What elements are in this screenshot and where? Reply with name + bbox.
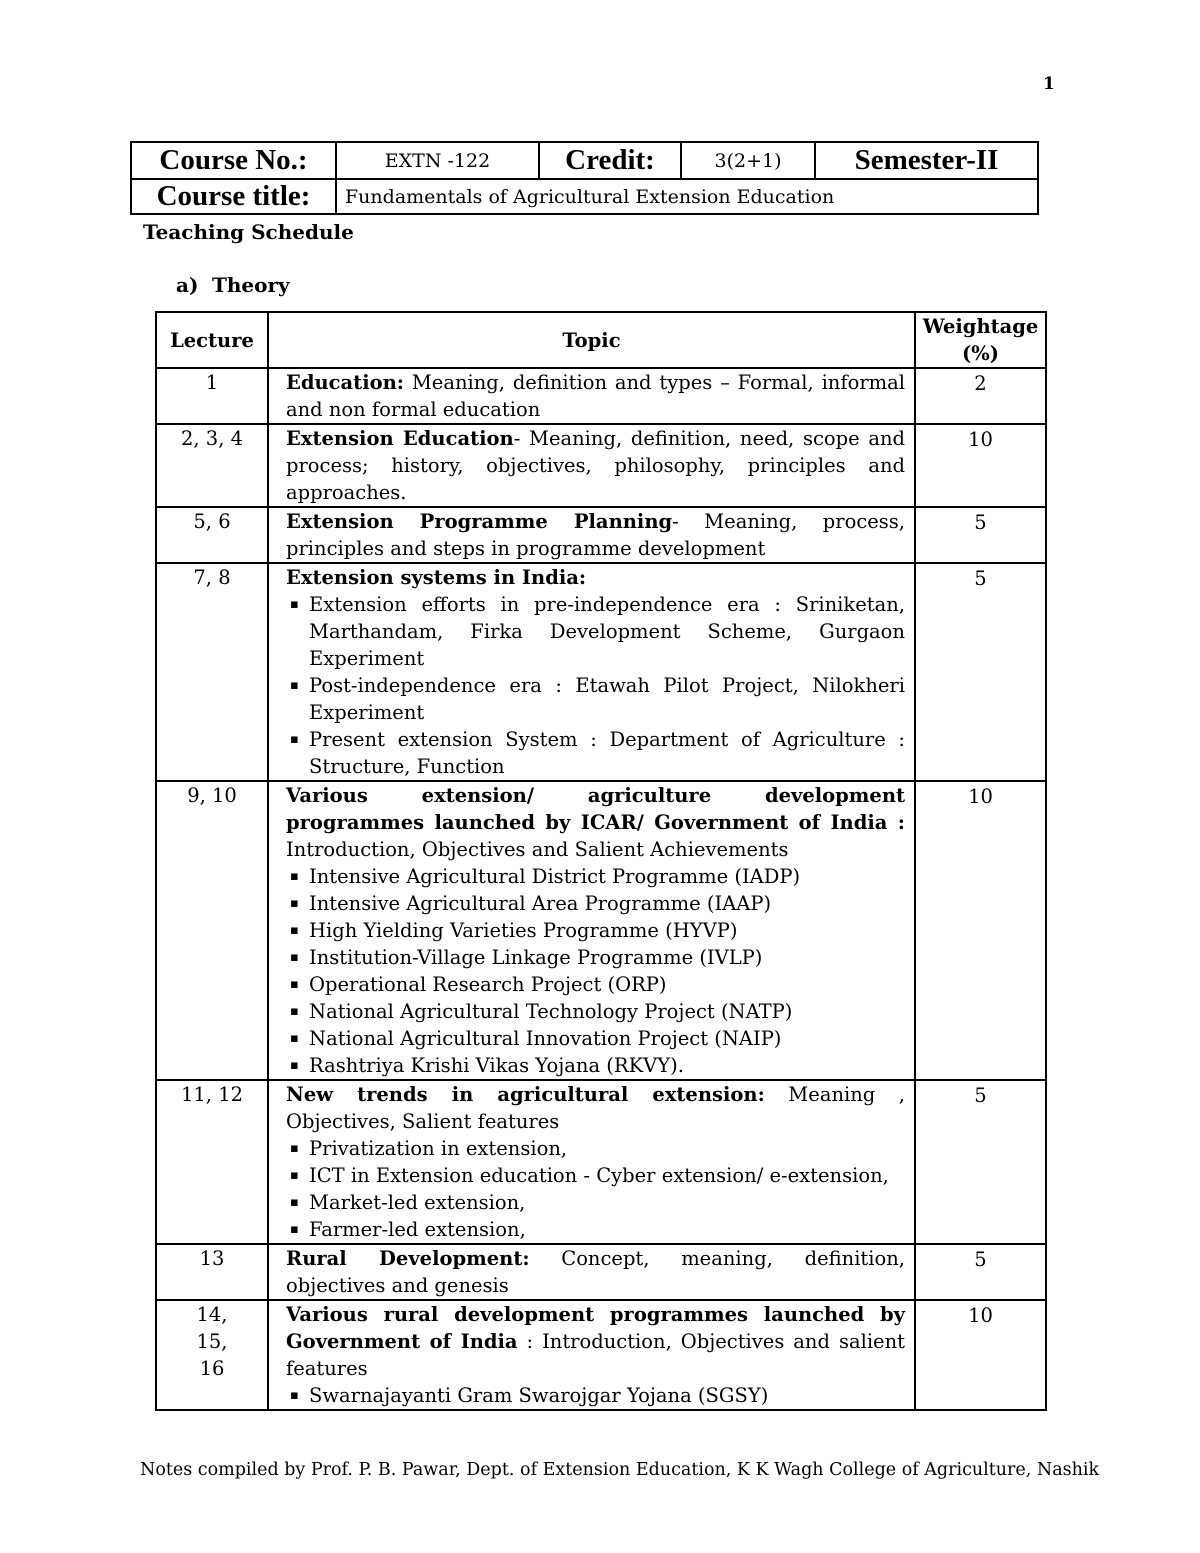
- topic-paragraph: [286, 1301, 905, 1382]
- topic-cell: [268, 368, 915, 424]
- course-title-label: Course title:: [131, 179, 336, 214]
- topic-bold: New trends in agricultural extension:: [286, 1083, 765, 1106]
- table-row: [156, 424, 1046, 507]
- topic-paragraph: [286, 508, 905, 562]
- list-item-text: Intensive Agricultural District Programme (IADP): [309, 865, 801, 888]
- topic-text: : Introduction, Objectives and salient features: [286, 1330, 905, 1380]
- list-item: [286, 1025, 905, 1052]
- list-item: [286, 672, 905, 726]
- topic-text: Meaning , Objectives, Salient features: [286, 1083, 905, 1133]
- subsection-text: Theory: [212, 273, 290, 297]
- square-bullet-icon: ▪: [290, 896, 299, 911]
- topic-text: - Meaning, definition, need, scope and process; history, objectives, philosophy, principles and approaches.: [286, 427, 905, 504]
- square-bullet-icon: ▪: [290, 1031, 299, 1046]
- topic-cell: [268, 507, 915, 563]
- list-item: [286, 1162, 905, 1189]
- credit-value: 3(2+1): [681, 142, 815, 179]
- lecture-cell: 7, 8: [156, 563, 268, 781]
- list-item: [286, 1216, 905, 1243]
- topic-cell: [268, 1300, 915, 1410]
- list-item-text: National Agricultural Technology Project (NATP): [309, 1000, 793, 1023]
- list-item-text: Intensive Agricultural Area Programme (IAAP): [309, 892, 772, 915]
- list-item-text: ICT in Extension education - Cyber extension/ e-extension,: [309, 1164, 889, 1187]
- list-item-text: Farmer-led extension,: [309, 1218, 526, 1241]
- list-item: [286, 917, 905, 944]
- topic-cell: [268, 1080, 915, 1244]
- course-no-label: Course No.:: [131, 142, 336, 179]
- weightage-cell: 10: [915, 424, 1046, 507]
- weightage-cell: 10: [915, 1300, 1046, 1410]
- square-bullet-icon: ▪: [290, 732, 299, 747]
- bullet-list: [286, 863, 905, 1079]
- section-heading: Teaching Schedule: [143, 220, 354, 244]
- square-bullet-icon: ▪: [290, 678, 299, 693]
- topic-cell: [268, 781, 915, 1080]
- subsection-label: a): [176, 273, 199, 297]
- list-item: [286, 890, 905, 917]
- table-row: [156, 563, 1046, 781]
- lecture-cell: 1: [156, 368, 268, 424]
- topic-bold: Rural Development:: [286, 1247, 530, 1270]
- weightage-cell: 5: [915, 1244, 1046, 1300]
- topic-bold: Various rural development programmes launched by Government of India: [286, 1303, 905, 1353]
- semester-label: Semester-II: [815, 142, 1038, 179]
- topic-text: Meaning, definition and types – Formal, informal and non formal education: [286, 371, 905, 421]
- page-number: 1: [1043, 74, 1055, 94]
- table-row: [156, 1244, 1046, 1300]
- credit-label: Credit:: [539, 142, 681, 179]
- weightage-cell: 10: [915, 781, 1046, 1080]
- topic-paragraph: [286, 1245, 905, 1299]
- topic-bold: Various extension/ agriculture development programmes launched by ICAR/ Government of India :: [286, 784, 905, 834]
- table-row: [156, 368, 1046, 424]
- list-item: [286, 863, 905, 890]
- topic-bold: Education:: [286, 371, 404, 394]
- weightage-cell: 5: [915, 507, 1046, 563]
- list-item: [286, 1135, 905, 1162]
- list-item-text: Institution-Village Linkage Programme (IVLP): [309, 946, 763, 969]
- topic-cell: [268, 1244, 915, 1300]
- table-header-row: [156, 312, 1046, 368]
- list-item: [286, 1189, 905, 1216]
- subsection-heading: [176, 273, 290, 297]
- header-lecture: Lecture: [156, 312, 268, 368]
- weightage-cell: 5: [915, 1080, 1046, 1244]
- square-bullet-icon: ▪: [290, 1058, 299, 1073]
- topic-cell: [268, 563, 915, 781]
- topic-bold: Extension Programme Planning: [286, 510, 673, 533]
- lecture-cell: 9, 10: [156, 781, 268, 1080]
- topic-text: Introduction, Objectives and Salient Achievements: [286, 838, 789, 861]
- teaching-schedule-table: [155, 311, 1047, 1411]
- list-item: [286, 971, 905, 998]
- topic-paragraph: [286, 782, 905, 863]
- table-row: [156, 507, 1046, 563]
- topic-paragraph: [286, 1081, 905, 1135]
- list-item: [286, 591, 905, 672]
- bullet-list: [286, 1135, 905, 1243]
- topic-bold: Extension systems in India:: [286, 566, 587, 589]
- square-bullet-icon: ▪: [290, 977, 299, 992]
- list-item-text: Post-independence era : Etawah Pilot Project, Nilokheri Experiment: [309, 674, 905, 724]
- lecture-cell: 2, 3, 4: [156, 424, 268, 507]
- lecture-cell: 14, 15, 16: [156, 1300, 268, 1410]
- square-bullet-icon: ▪: [290, 1388, 299, 1403]
- square-bullet-icon: ▪: [290, 1195, 299, 1210]
- topic-paragraph: [286, 425, 905, 506]
- list-item-text: Privatization in extension,: [309, 1137, 568, 1160]
- table-row: [156, 1080, 1046, 1244]
- square-bullet-icon: ▪: [290, 1141, 299, 1156]
- table-row: [156, 1300, 1046, 1410]
- topic-paragraph: [286, 564, 905, 591]
- topic-paragraph: [286, 369, 905, 423]
- header-topic: Topic: [268, 312, 915, 368]
- table-row: [156, 781, 1046, 1080]
- lecture-cell: 13: [156, 1244, 268, 1300]
- topic-text: - Meaning, process, principles and steps in programme development: [286, 510, 906, 560]
- bullet-list: [286, 591, 905, 780]
- list-item-text: National Agricultural Innovation Project (NAIP): [309, 1027, 782, 1050]
- footer-note: Notes compiled by Prof. P. B. Pawar, Dept. of Extension Education, K K Wagh College of Agriculture, Nashik: [140, 1460, 1100, 1480]
- list-item-text: Swarnajayanti Gram Swarojgar Yojana (SGSY): [309, 1384, 769, 1407]
- list-item: [286, 726, 905, 780]
- square-bullet-icon: ▪: [290, 1222, 299, 1237]
- header-weightage: Weightage (%): [915, 312, 1046, 368]
- list-item: [286, 1052, 905, 1079]
- list-item-text: High Yielding Varieties Programme (HYVP): [309, 919, 738, 942]
- weightage-cell: 2: [915, 368, 1046, 424]
- lecture-cell: 11, 12: [156, 1080, 268, 1244]
- list-item: [286, 998, 905, 1025]
- square-bullet-icon: ▪: [290, 923, 299, 938]
- topic-text: Concept, meaning, definition, objectives and genesis: [286, 1247, 905, 1297]
- weightage-cell: 5: [915, 563, 1046, 781]
- square-bullet-icon: ▪: [290, 950, 299, 965]
- square-bullet-icon: ▪: [290, 597, 299, 612]
- topic-bold: Extension Education: [286, 427, 514, 450]
- list-item: [286, 944, 905, 971]
- list-item-text: Present extension System : Department of Agriculture : Structure, Function: [309, 728, 905, 778]
- list-item-text: Market-led extension,: [309, 1191, 526, 1214]
- topic-cell: [268, 424, 915, 507]
- course-title-value: Fundamentals of Agricultural Extension Education: [336, 179, 1038, 214]
- square-bullet-icon: ▪: [290, 1168, 299, 1183]
- lecture-cell: 5, 6: [156, 507, 268, 563]
- course-info-table: [130, 141, 1039, 215]
- list-item: [286, 1382, 905, 1409]
- square-bullet-icon: ▪: [290, 869, 299, 884]
- list-item-text: Rashtriya Krishi Vikas Yojana (RKVY).: [309, 1054, 684, 1077]
- list-item-text: Operational Research Project (ORP): [309, 973, 667, 996]
- course-no-value: EXTN -122: [336, 142, 539, 179]
- square-bullet-icon: ▪: [290, 1004, 299, 1019]
- bullet-list: [286, 1382, 905, 1409]
- list-item-text: Extension efforts in pre-independence era : Sriniketan, Marthandam, Firka Development Scheme, Gurgaon Experiment: [309, 593, 905, 670]
